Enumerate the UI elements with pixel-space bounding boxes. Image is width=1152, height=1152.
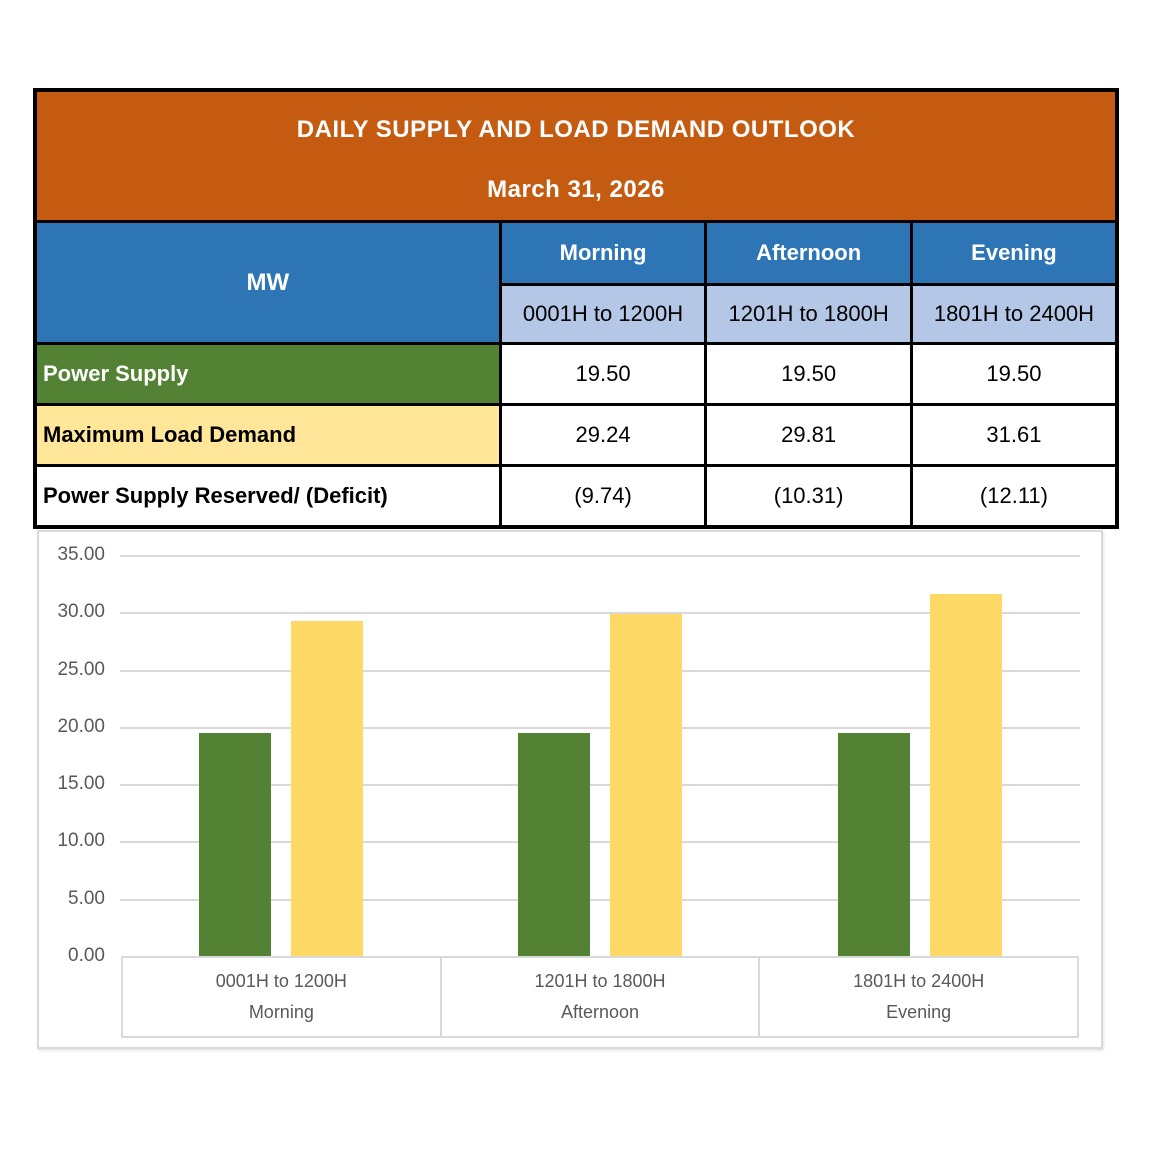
time-range-morning: 0001H to 1200H xyxy=(500,285,706,344)
max-load-morning: 29.24 xyxy=(500,405,706,466)
bar-power-supply-afternoon xyxy=(518,733,590,956)
reserve-afternoon: (10.31) xyxy=(706,466,912,528)
max-load-evening: 31.61 xyxy=(911,405,1117,466)
bar-maximum-load-demand-afternoon xyxy=(610,614,682,956)
reserve-evening: (12.11) xyxy=(911,466,1117,528)
category-period-label: Afternoon xyxy=(560,1001,640,1022)
y-axis-tick-label: 25.00 xyxy=(57,659,105,680)
bar-power-supply-evening xyxy=(838,733,910,956)
row-label-reserve-deficit: Power Supply Reserved/ (Deficit) xyxy=(35,466,500,528)
table-row-max-load-demand xyxy=(35,405,1117,466)
x-axis-category-evening xyxy=(758,958,1077,1036)
y-axis-tick-label: 0.00 xyxy=(68,945,105,966)
power-supply-evening: 19.50 xyxy=(911,344,1117,405)
bar-maximum-load-demand-evening xyxy=(930,594,1002,956)
gridline xyxy=(120,555,1080,557)
x-axis-category-box xyxy=(121,956,1079,1038)
bar-power-supply-morning xyxy=(199,733,271,956)
x-axis-category-morning xyxy=(123,958,440,1036)
report-date: March 31, 2026 xyxy=(487,176,665,203)
table-row-reserve-deficit xyxy=(35,466,1117,528)
y-axis-tick-label: 5.00 xyxy=(68,888,105,909)
category-time-range-label: 1801H to 2400H xyxy=(853,971,985,992)
y-axis-tick-label: 35.00 xyxy=(57,544,105,565)
time-range-evening: 1801H to 2400H xyxy=(911,285,1117,344)
time-range-afternoon: 1201H to 1800H xyxy=(706,285,912,344)
table-title-cell xyxy=(35,90,1117,222)
power-supply-afternoon: 19.50 xyxy=(706,344,912,405)
supply-demand-table xyxy=(33,88,1119,529)
table-row-power-supply xyxy=(35,344,1117,405)
row-label-max-load-demand: Maximum Load Demand xyxy=(35,405,500,466)
category-period-label: Evening xyxy=(886,1001,952,1022)
column-header-evening: Evening xyxy=(911,222,1117,285)
category-time-range-label: 0001H to 1200H xyxy=(215,971,347,992)
category-period-label: Morning xyxy=(248,1001,314,1022)
reserve-morning: (9.74) xyxy=(500,466,706,528)
bar-maximum-load-demand-morning xyxy=(291,621,363,956)
power-supply-morning: 19.50 xyxy=(500,344,706,405)
max-load-afternoon: 29.81 xyxy=(706,405,912,466)
y-axis-tick-label: 30.00 xyxy=(57,601,105,622)
y-axis-tick-label: 10.00 xyxy=(57,830,105,851)
column-header-morning: Morning xyxy=(500,222,706,285)
unit-header-mw: MW xyxy=(35,222,500,344)
y-axis-tick-label: 20.00 xyxy=(57,716,105,737)
chart-plot xyxy=(39,532,1101,1047)
supply-demand-bar-chart xyxy=(37,530,1103,1049)
column-header-afternoon: Afternoon xyxy=(706,222,912,285)
category-time-range-label: 1201H to 1800H xyxy=(534,971,666,992)
y-axis-tick-label: 15.00 xyxy=(57,773,105,794)
row-label-power-supply: Power Supply xyxy=(35,344,500,405)
x-axis-category-afternoon xyxy=(440,958,759,1036)
page-title: DAILY SUPPLY AND LOAD DEMAND OUTLOOK xyxy=(296,116,856,143)
